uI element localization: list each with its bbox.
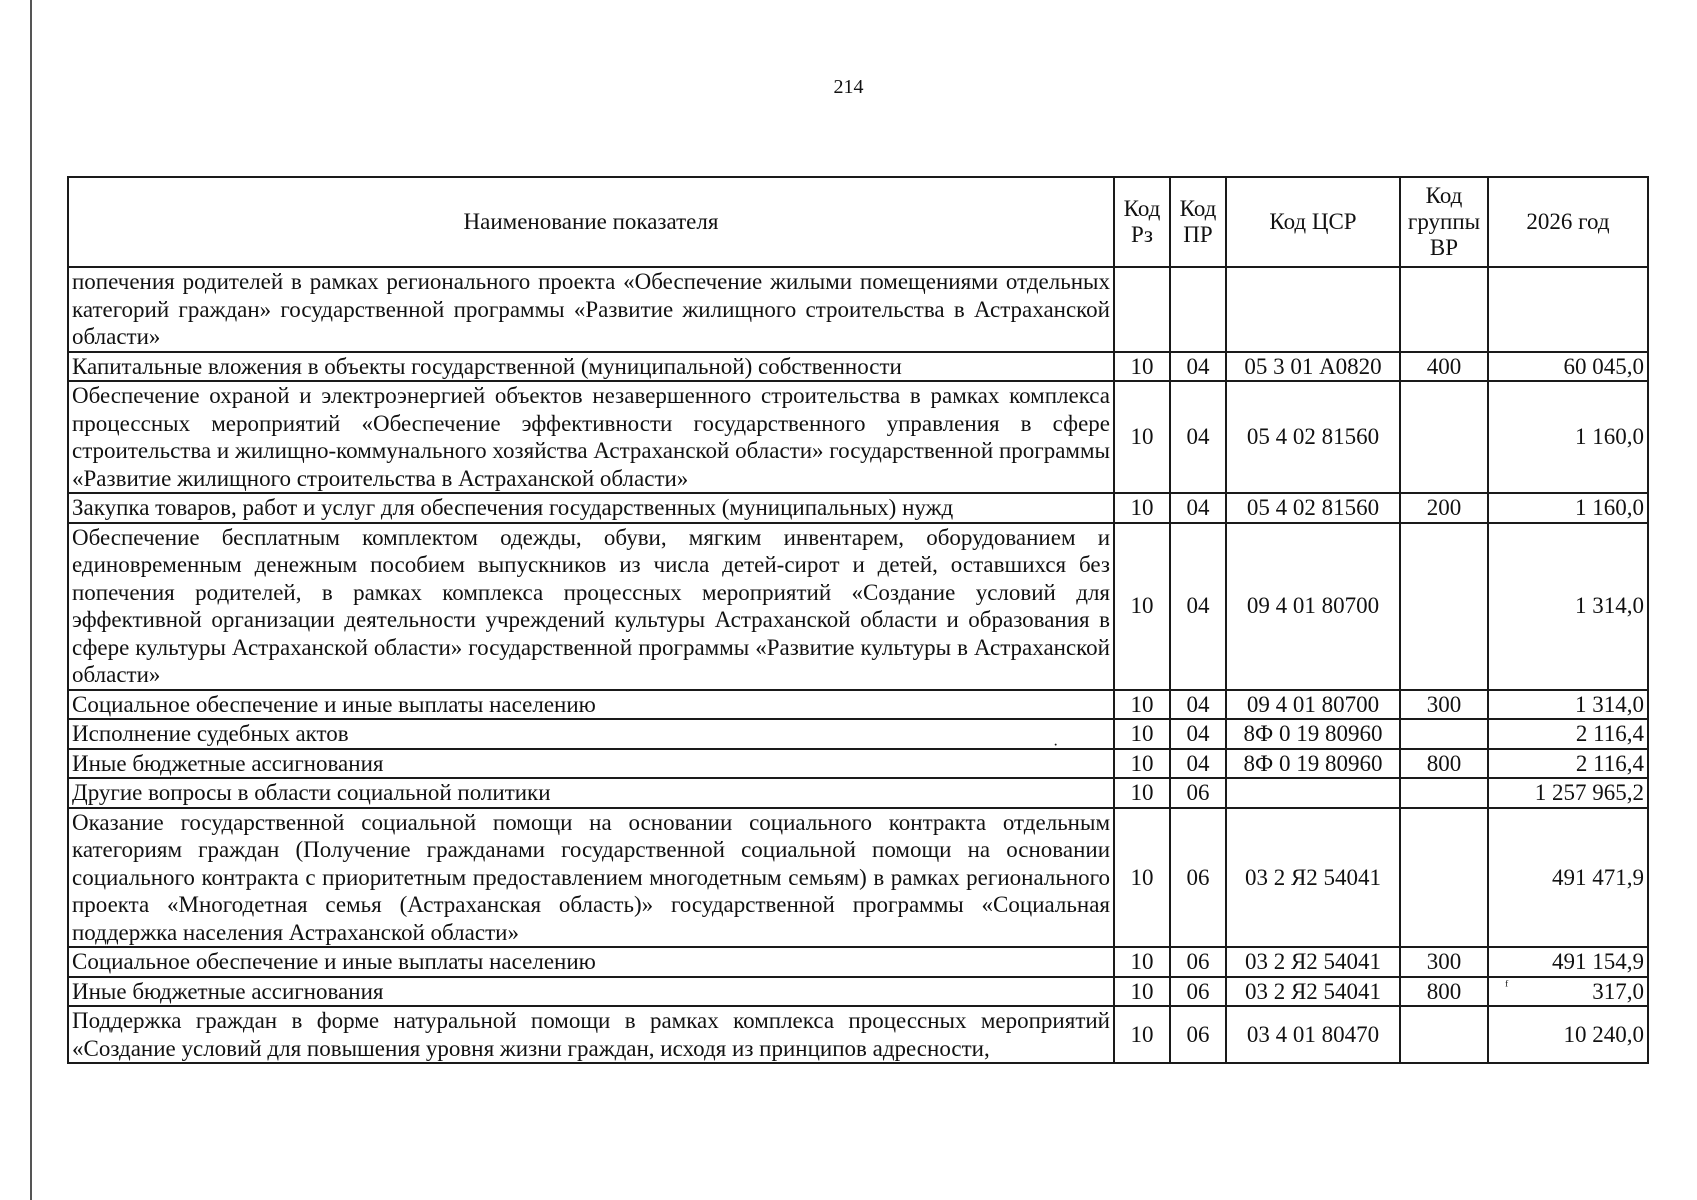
- cell-amount: 491 471,9: [1488, 808, 1648, 948]
- cell-rz: 10: [1114, 808, 1170, 948]
- cell-rz: 10: [1114, 719, 1170, 749]
- scan-edge-line: [30, 0, 32, 1200]
- cell-name: попечения родителей в рамках регионального проекта «Обеспечение жилыми помещениями отдельных категорий граждан» государственной программы «Развитие жилищного строительства в Астраханской области»: [68, 267, 1114, 352]
- scan-speck: ᶠ: [1505, 978, 1509, 995]
- cell-rz: 10: [1114, 493, 1170, 523]
- cell-amount: 1 314,0: [1488, 523, 1648, 690]
- cell-pr: 04: [1170, 749, 1226, 779]
- cell-vr: [1400, 719, 1488, 749]
- table-header: [68, 177, 1648, 267]
- cell-amount: [1488, 267, 1648, 352]
- cell-name: Капитальные вложения в объекты государственной (муниципальной) собственности: [68, 352, 1114, 382]
- cell-csr: 09 4 01 80700: [1226, 523, 1400, 690]
- cell-vr: 800: [1400, 977, 1488, 1007]
- cell-rz: 10: [1114, 947, 1170, 977]
- cell-amount: 10 240,0: [1488, 1006, 1648, 1063]
- header-row: [68, 177, 1648, 267]
- table-row: [68, 523, 1648, 690]
- cell-rz: 10: [1114, 977, 1170, 1007]
- cell-rz: 10: [1114, 381, 1170, 493]
- cell-csr: 03 4 01 80470: [1226, 1006, 1400, 1063]
- cell-rz: 10: [1114, 523, 1170, 690]
- page-number: 214: [833, 76, 864, 98]
- cell-name: Обеспечение охраной и электроэнергией объектов незавершенного строительства в рамках комплекса процессных мероприятий «Обеспечение эффективности государственного управления в сфере строительства и жилищно-коммунального хозяйства Астраханской области» государственной программы «Развитие жилищного строительства в Астраханской области»: [68, 381, 1114, 493]
- cell-csr: 03 2 Я2 54041: [1226, 808, 1400, 948]
- table-row: [68, 719, 1648, 749]
- cell-vr: [1400, 267, 1488, 352]
- cell-vr: [1400, 381, 1488, 493]
- cell-name: Иные бюджетные ассигнования: [68, 749, 1114, 779]
- cell-csr: 09 4 01 80700: [1226, 690, 1400, 720]
- cell-name: Социальное обеспечение и иные выплаты населению: [68, 690, 1114, 720]
- cell-vr: 200: [1400, 493, 1488, 523]
- table-row: [68, 947, 1648, 977]
- cell-pr: 04: [1170, 523, 1226, 690]
- cell-csr: 8Ф 0 19 80960: [1226, 719, 1400, 749]
- cell-vr: 400: [1400, 352, 1488, 382]
- header-csr: Код ЦСР: [1226, 177, 1400, 267]
- cell-pr: 04: [1170, 493, 1226, 523]
- cell-vr: [1400, 778, 1488, 808]
- cell-rz: 10: [1114, 690, 1170, 720]
- cell-name: Социальное обеспечение и иные выплаты населению: [68, 947, 1114, 977]
- cell-pr: 06: [1170, 947, 1226, 977]
- cell-csr: [1226, 267, 1400, 352]
- table-row: [68, 1006, 1648, 1063]
- cell-amount: 317,0: [1488, 977, 1648, 1007]
- table-row: [68, 690, 1648, 720]
- table-row: [68, 749, 1648, 779]
- cell-amount: 1 160,0: [1488, 493, 1648, 523]
- cell-pr: 06: [1170, 808, 1226, 948]
- cell-vr: [1400, 523, 1488, 690]
- cell-csr: 05 3 01 А0820: [1226, 352, 1400, 382]
- cell-csr: [1226, 778, 1400, 808]
- cell-pr: 06: [1170, 1006, 1226, 1063]
- header-name: Наименование показателя: [68, 177, 1114, 267]
- table-row: [68, 808, 1648, 948]
- cell-pr: 04: [1170, 690, 1226, 720]
- cell-vr: 800: [1400, 749, 1488, 779]
- header-pr: Код ПР: [1170, 177, 1226, 267]
- cell-amount: 2 116,4: [1488, 749, 1648, 779]
- cell-amount: 1 160,0: [1488, 381, 1648, 493]
- budget-table: [67, 176, 1649, 1064]
- cell-vr: 300: [1400, 690, 1488, 720]
- cell-name: Поддержка граждан в форме натуральной помощи в рамках комплекса процессных мероприятий «Создание условий для повышения уровня жизни граждан, исходя из принципов адресности,: [68, 1006, 1114, 1063]
- cell-csr: 05 4 02 81560: [1226, 381, 1400, 493]
- cell-rz: 10: [1114, 352, 1170, 382]
- table-row: [68, 977, 1648, 1007]
- header-rz: Код Рз: [1114, 177, 1170, 267]
- cell-rz: 10: [1114, 749, 1170, 779]
- cell-csr: 05 4 02 81560: [1226, 493, 1400, 523]
- cell-pr: [1170, 267, 1226, 352]
- cell-pr: 04: [1170, 381, 1226, 493]
- cell-amount: 491 154,9: [1488, 947, 1648, 977]
- cell-pr: 04: [1170, 719, 1226, 749]
- cell-pr: 06: [1170, 778, 1226, 808]
- table-row: [68, 352, 1648, 382]
- header-vr: Код группы ВР: [1400, 177, 1488, 267]
- cell-rz: 10: [1114, 778, 1170, 808]
- cell-name: Обеспечение бесплатным комплектом одежды, обуви, мягким инвентарем, оборудованием и единовременным денежным пособием выпускников из числа детей-сирот и детей, оставшихся без попечения родителей, в рамках комплекса процессных мероприятий «Создание условий для эффективной организации деятельности учреждений культуры Астраханской области и образования в сфере культуры Астраханской области» государственной программы «Развитие культуры в Астраханской области»: [68, 523, 1114, 690]
- cell-vr: [1400, 808, 1488, 948]
- cell-name: Другие вопросы в области социальной политики: [68, 778, 1114, 808]
- cell-name: Оказание государственной социальной помощи на основании социального контракта отдельным категориям граждан (Получение гражданами государственной социальной помощи на основании социального контракта с приоритетным предоставлением многодетным семьям) в рамках регионального проекта «Многодетная семья (Астраханская область)» государственной программы «Социальная поддержка населения Астраханской области»: [68, 808, 1114, 948]
- cell-amount: 1 257 965,2: [1488, 778, 1648, 808]
- cell-pr: 04: [1170, 352, 1226, 382]
- cell-amount: 2 116,4: [1488, 719, 1648, 749]
- cell-amount: 60 045,0: [1488, 352, 1648, 382]
- cell-csr: 03 2 Я2 54041: [1226, 947, 1400, 977]
- table-body: [68, 267, 1648, 1063]
- table-row: [68, 381, 1648, 493]
- table-row: [68, 778, 1648, 808]
- cell-csr: 8Ф 0 19 80960: [1226, 749, 1400, 779]
- cell-name: Иные бюджетные ассигнования: [68, 977, 1114, 1007]
- cell-rz: 10: [1114, 1006, 1170, 1063]
- cell-csr: 03 2 Я2 54041: [1226, 977, 1400, 1007]
- scan-speck: ·: [1053, 737, 1059, 754]
- cell-name: Исполнение судебных актов: [68, 719, 1114, 749]
- table-row: [68, 267, 1648, 352]
- cell-vr: 300: [1400, 947, 1488, 977]
- header-year: 2026 год: [1488, 177, 1648, 267]
- cell-pr: 06: [1170, 977, 1226, 1007]
- cell-amount: 1 314,0: [1488, 690, 1648, 720]
- cell-vr: [1400, 1006, 1488, 1063]
- cell-name: Закупка товаров, работ и услуг для обеспечения государственных (муниципальных) нужд: [68, 493, 1114, 523]
- cell-rz: [1114, 267, 1170, 352]
- table-row: [68, 493, 1648, 523]
